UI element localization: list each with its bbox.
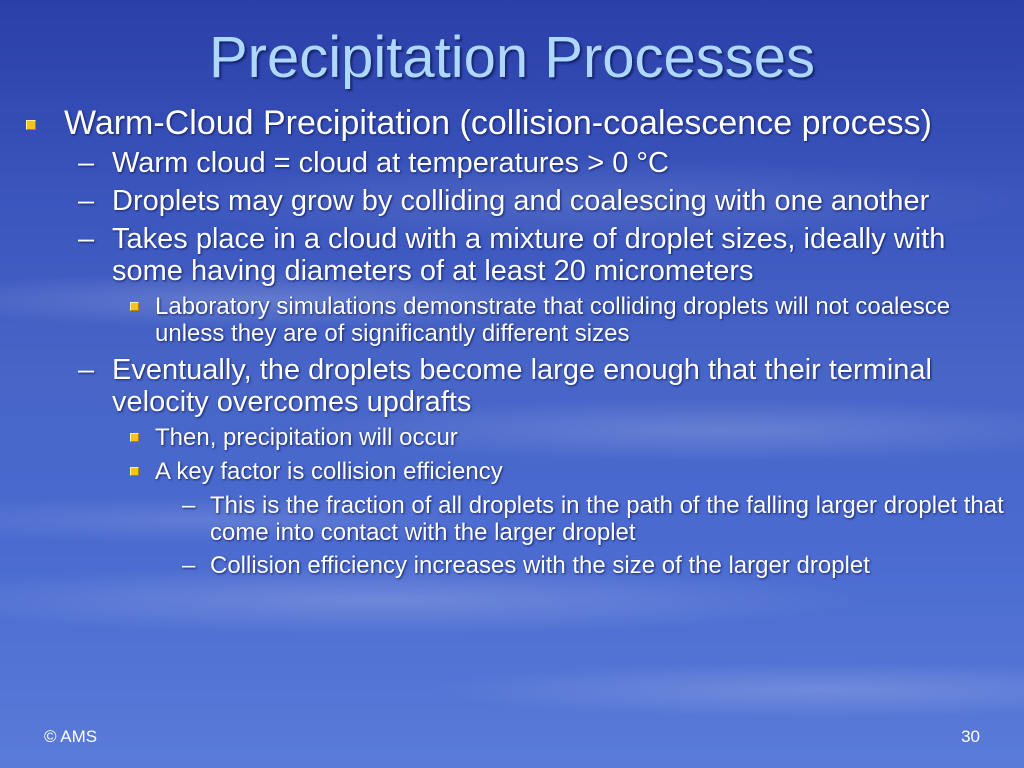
bullet-text: Then, precipitation will occur <box>155 424 458 451</box>
bullet-text: This is the fraction of all droplets in the path of the falling larger droplet that come into contact with the larger droplet <box>210 492 1004 546</box>
square-bullet-icon <box>26 120 36 130</box>
dash-bullet-icon: – <box>78 147 95 179</box>
bullet-item-level-3 <box>130 458 1004 485</box>
dash-bullet-icon: – <box>78 354 95 386</box>
bullet-item-level-2 <box>78 147 1004 179</box>
bullet-item-level-3 <box>130 293 1004 347</box>
page-number: 30 <box>961 727 980 746</box>
bullet-text: Eventually, the droplets become large enough that their terminal velocity overcomes updrafts <box>112 354 933 418</box>
dash-bullet-icon: – <box>182 492 196 519</box>
bullet-item-level-2 <box>78 185 1004 217</box>
bullet-text: Collision efficiency increases with the size of the larger droplet <box>210 552 870 579</box>
bullet-text: Laboratory simulations demonstrate that colliding droplets will not coalesce unless they are of significantly different sizes <box>155 293 951 347</box>
square-bullet-icon <box>130 433 139 442</box>
bullet-item-level-4 <box>182 552 1004 579</box>
bullet-item-level-1 <box>26 106 1004 141</box>
dash-bullet-icon: – <box>182 552 196 579</box>
dash-bullet-icon: – <box>78 185 95 217</box>
bullet-list <box>26 106 1004 585</box>
bullet-item-level-3 <box>130 424 1004 451</box>
bullet-item-level-2 <box>78 223 1004 287</box>
bullet-item-level-2 <box>78 354 1004 418</box>
bullet-text: Droplets may grow by colliding and coalescing with one another <box>112 185 930 217</box>
bullet-text: Warm cloud = cloud at temperatures > 0 °C <box>112 147 669 179</box>
bullet-text: Warm-Cloud Precipitation (collision-coalescence process) <box>64 104 932 142</box>
square-bullet-icon <box>130 302 139 311</box>
bullet-text: A key factor is collision efficiency <box>155 458 503 485</box>
bullet-text: Takes place in a cloud with a mixture of droplet sizes, ideally with some having diameters of at least 20 micrometers <box>112 223 946 287</box>
square-bullet-icon <box>130 467 139 476</box>
bullet-item-level-4 <box>182 492 1004 546</box>
dash-bullet-icon: – <box>78 223 95 255</box>
copyright-footer: © AMS <box>44 727 98 746</box>
slide-title: Precipitation Processes <box>208 25 816 90</box>
